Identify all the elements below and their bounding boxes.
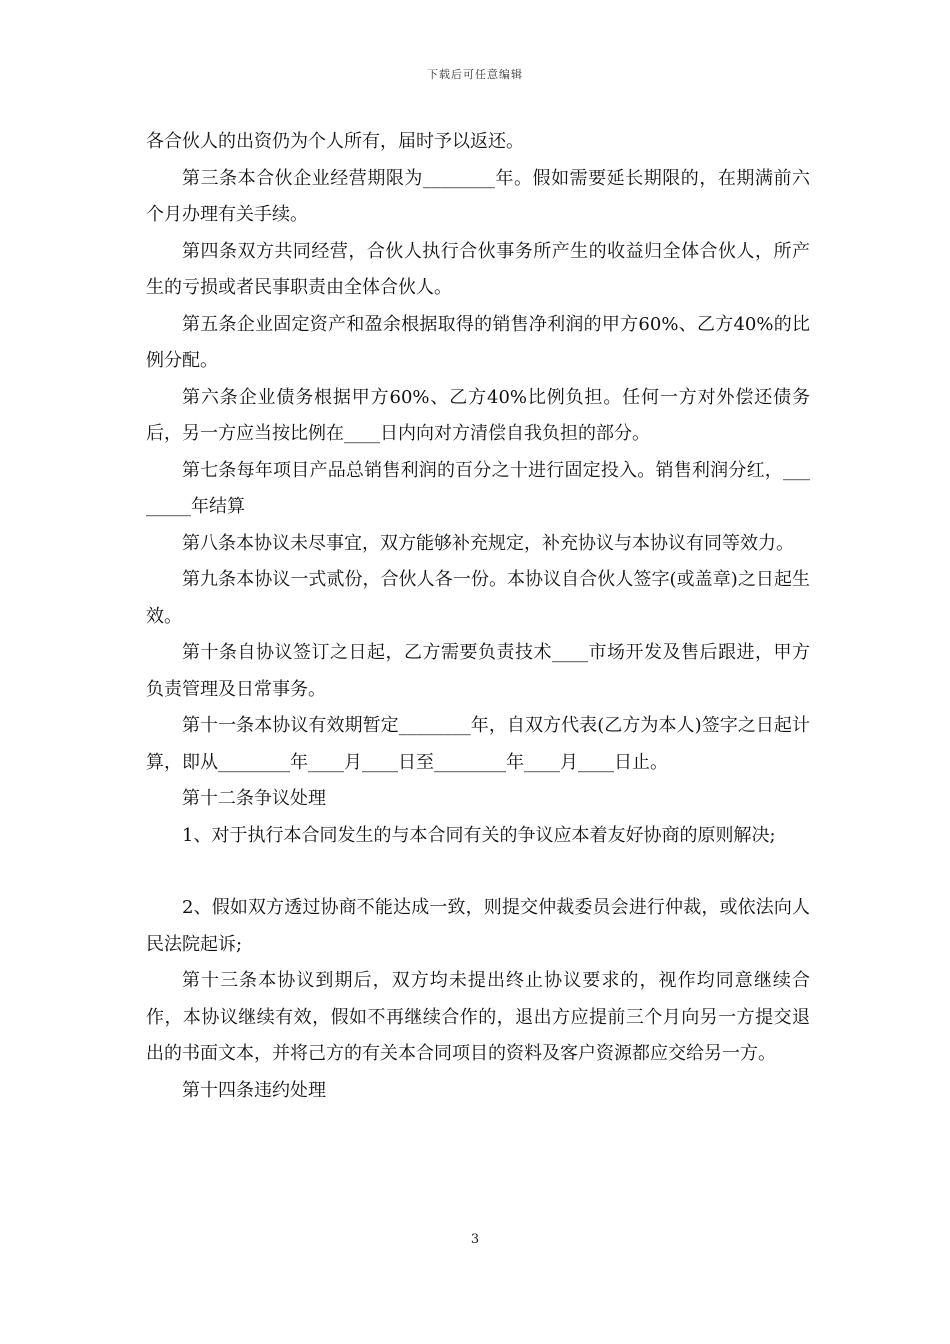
paragraph-article-11: 第十一条本协议有效期暂定________年，自双方代表(乙方为本人)签字之日起计算，即从________年____月____日至________年____月____日止。: [146, 715, 810, 773]
paragraph-article-6: 第六条企业债务根据甲方60%、乙方40%比例负担。任何一方对外偿还债务后，另一方应当按比例在____日内向对方清偿自我负担的部分。: [146, 386, 810, 444]
paragraph-article-10: 第十条自协议签订之日起，乙方需要负责技术____市场开发及售后跟进，甲方负责管理及日常事务。: [146, 642, 810, 700]
paragraph-dispute-item-2: 2、假如双方透过协商不能达成一致，则提交仲裁委员会进行仲裁，或依法向人民法院起诉;: [146, 897, 810, 955]
page-number: 3: [470, 1232, 480, 1247]
paragraph-spacer: [146, 854, 810, 890]
paragraph-article-12-heading: 第十二条争议处理: [182, 788, 326, 809]
paragraph-capital-return: 各合伙人的出资仍为个人所有，届时予以返还。: [146, 131, 524, 152]
paragraph-article-9: 第九条本协议一式贰份，合伙人各一份。本协议自合伙人签字(或盖章)之日起生效。: [146, 569, 810, 627]
paragraph-article-8: 第八条本协议未尽事宜，双方能够补充规定，补充协议与本协议有同等效力。: [182, 532, 794, 554]
paragraph-article-14-heading: 第十四条违约处理: [182, 1079, 326, 1101]
paragraph-article-4: 第四条双方共同经营，合伙人执行合伙事务所产生的收益归全体合伙人，所产生的亏损或者民事职责由全体合伙人。: [146, 240, 810, 298]
page-header: 下载后可任意编辑: [427, 68, 523, 81]
paragraph-article-7: 第七条每年项目产品总销售利润的百分之十进行固定投入。销售利润分红，________年结算: [146, 459, 810, 517]
paragraph-article-3: 第三条本合伙企业经营期限为________年。假如需要延长期限的，在期满前六个月办理有关手续。: [146, 167, 810, 225]
paragraph-dispute-item-1: 1、对于执行本合同发生的与本合同有关的争议应本着友好协商的原则解决;: [182, 824, 776, 846]
paragraph-article-13: 第十三条本协议到期后，双方均未提出终止协议要求的，视作均同意继续合作，本协议继续有效，假如不再继续合作的，退出方应提前三个月向另一方提交退出的书面文本，并将己方的有关本合同项目的资料及客户资源都应交给另一方。: [146, 970, 810, 1064]
document-body: [146, 124, 810, 1109]
paragraph-article-5: 第五条企业固定资产和盈余根据取得的销售净利润的甲方60%、乙方40%的比例分配。: [146, 313, 810, 371]
